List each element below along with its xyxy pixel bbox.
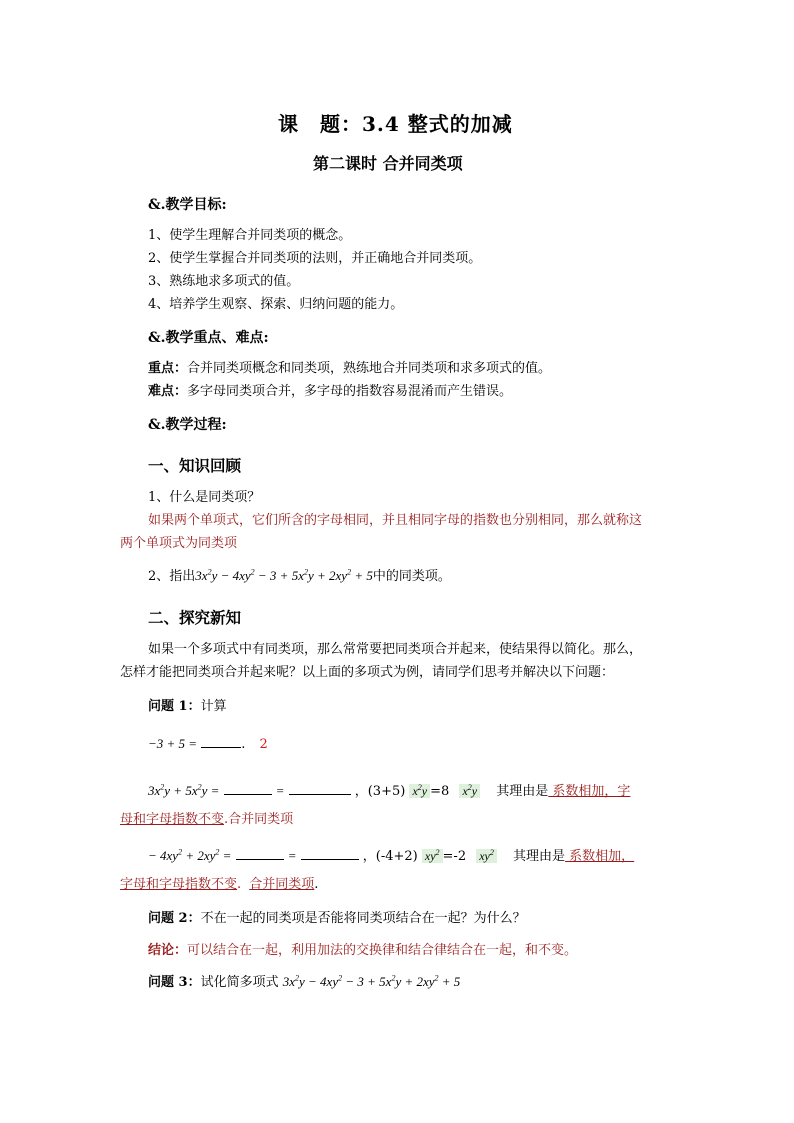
page-title: 课 题：3.4 整式的加减 [278,112,513,136]
problem-3-label: 问题 3： [148,975,201,990]
polynomial-expression: $3x^2y - 4xy^2 - 3 + 5x^2y + 2xy^2 + 5$ [195,567,373,583]
reason-text: 系数相加，字 [548,784,631,799]
equals-sign: = [287,848,297,863]
answer-blank[interactable] [289,782,351,795]
calc-line-3 [148,845,634,864]
problem-2-label: 问题 2： [148,911,201,926]
answer-blank[interactable] [301,847,359,860]
calc-3-expression: − $4xy^2 + 2xy^2$ = [148,847,232,863]
problem-1-text: 计算 [200,699,227,714]
difficult-point-text: 多字母同类项合并，多字母的指数容易混淆而产生错误。 [187,384,513,399]
calc-1-answer: 2 [259,737,268,752]
keypoints-heading: &.教学重点、难点: [148,330,269,346]
goal-item: 2、使学生掌握合并同类项的法则，并正确地合并同类项。 [148,251,482,266]
conclusion [148,939,577,958]
problem-1 [148,695,227,714]
calc-2-equals-8: =8 [430,784,450,799]
reason-text: 系数相加， [565,849,635,864]
difficult-point-label: 难点： [148,384,188,399]
polynomial-expression: $3x^2y - 4xy^2 - 3 + 5x^2y + 2xy^2 + 5$ [282,973,461,989]
problem-3-text: 试化简多项式 [200,975,279,990]
calc-1-expression: −3 + 5 = [148,736,198,751]
q2-suffix: 中的同类项。 [372,569,451,584]
term-box: $xy^2$ [476,849,497,863]
explore-intro-line-1: 如果一个多项式中有同类项，那么常常要把同类项合并起来，使结果得以简化。那么， [148,642,643,657]
calc-line-2 [148,780,630,799]
reason-label: 其理由是 [496,784,549,799]
calc-2-coefficient: ，(3+5) [354,784,406,799]
problem-1-label: 问题 1： [148,699,201,714]
reason-conclusion: .合并同类项 [224,812,294,827]
reason-text-continued: 字母和字母指数不变 [120,877,238,892]
review-heading: 一、知识回顾 [148,456,242,475]
explore-intro-line-2: 怎样才能把同类项合并起来呢？以上面的多项式为例，请同学们思考并解决以下问题： [120,665,615,680]
page-subtitle: 第二课时 合并同类项 [313,154,463,173]
conclusion-text: 可以结合在一起，利用加法的交换律和结合律结合在一起，和不变。 [187,943,578,958]
review-question-2 [148,565,451,584]
key-point-text: 合并同类项概念和同类项，熟练地合并同类项和求多项式的值。 [187,361,552,376]
calc-3-period: . [314,877,319,892]
calc-1-dot: . [241,737,246,752]
problem-2 [148,907,526,926]
calc-3-equals-minus-2: =-2 [442,849,467,864]
problem-2-text: 不在一起的同类项是否能将同类项结合在一起？为什么？ [200,911,526,926]
term-box: $x^2y$ [459,784,480,798]
problem-3 [148,971,460,990]
calc-line-1 [148,735,268,752]
answer-blank[interactable] [201,735,241,748]
calc-line-2-continued [120,808,293,827]
goal-item: 4、培养学生观察、探索、归纳问题的能力。 [148,297,404,312]
term-box: $x^2y$ [409,784,430,798]
equals-sign: = [275,783,285,798]
reason-label: 其理由是 [513,849,566,864]
term-box: $xy^2$ [422,849,443,863]
review-answer-line-1: 如果两个单项式，它们所含的字母相同，并且相同字母的指数也分别相同，那么就称这 [148,513,643,528]
difficult-point [148,380,512,399]
reason-conclusion: 合并同类项 [249,877,315,892]
answer-blank[interactable] [224,782,272,795]
answer-blank[interactable] [236,847,284,860]
reason-separator: . [237,877,246,892]
goal-item: 1、使学生理解合并同类项的概念。 [148,228,352,243]
goals-heading: &.教学目标: [148,197,227,213]
goal-item: 3、熟练地求多项式的值。 [148,274,300,289]
reason-text-continued: 母和字母指数不变 [120,812,225,827]
calc-2-expression: $3x^2y + 5x^2y$ = [148,782,220,798]
conclusion-label: 结论： [148,943,188,958]
key-point [148,357,551,376]
calc-line-3-continued [120,873,318,892]
review-question-1: 1、什么是同类项？ [148,490,261,505]
key-point-label: 重点： [148,361,188,376]
q2-prefix: 2、指出 [148,569,196,584]
process-heading: &.教学过程: [148,417,227,433]
calc-3-coefficient: ，(-4+2) [362,849,418,864]
review-answer-line-2: 两个单项式为同类项 [120,536,238,551]
explore-heading: 二、探究新知 [148,608,242,627]
